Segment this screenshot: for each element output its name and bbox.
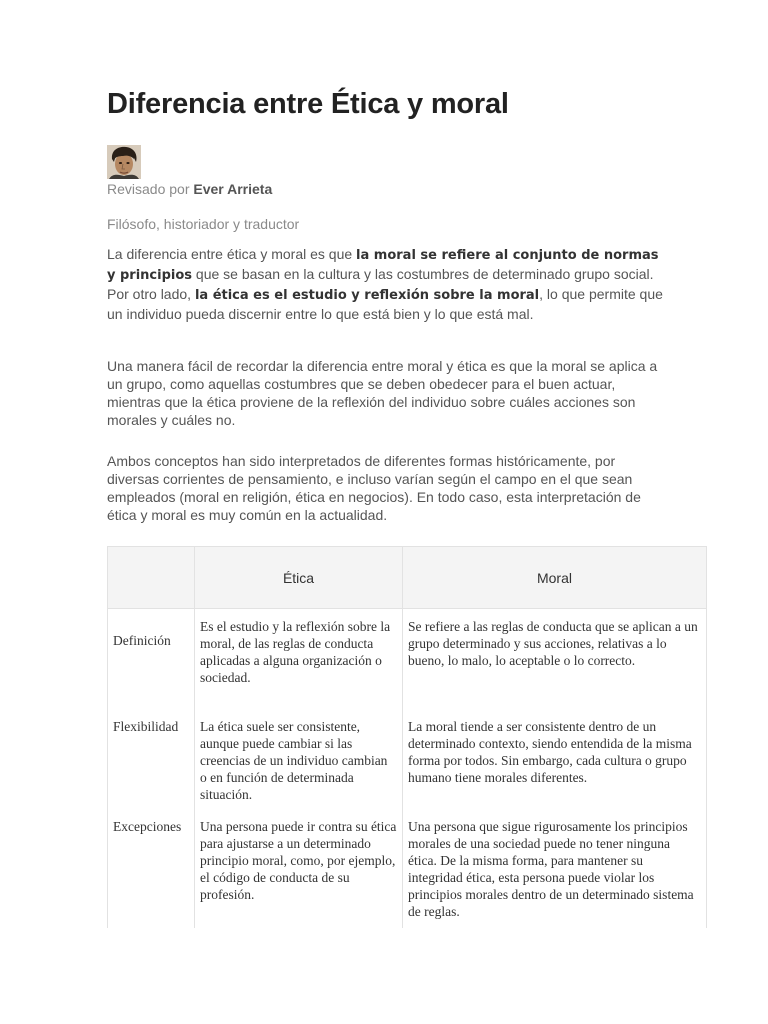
avatar[interactable]	[107, 145, 141, 179]
table-header-row	[108, 547, 707, 609]
cell-etica: La ética suele ser consistente, aunque puede cambiar si las creencias de un individuo cambian o en función de determinada situación.	[195, 710, 403, 810]
table-row	[108, 810, 707, 928]
row-label-flexibilidad: Flexibilidad	[108, 710, 195, 810]
p1-bold-moral: la moral se refiere al conjunto de normas y principios	[107, 248, 659, 283]
table-row	[108, 710, 707, 810]
cell-moral: Una persona que sigue rigurosamente los principios morales de una sociedad puede no tener ninguna ética. De la misma forma, para mantener su integridad ética, esta persona puede violar los principios morales dentro de un determinado sistema de reglas.	[403, 810, 707, 928]
header-moral: Moral	[403, 547, 707, 609]
p1-bold-etica: la ética es el estudio y reflexión sobre la moral	[194, 288, 540, 303]
header-etica: Ética	[195, 547, 403, 609]
page-title: Diferencia entre Ética y moral	[107, 88, 509, 120]
p1-text-a: La diferencia entre ética y moral es que	[107, 246, 357, 262]
reviewed-prefix: Revisado por	[107, 181, 194, 197]
table-row	[108, 609, 707, 711]
header-empty	[108, 547, 195, 609]
cell-moral: Se refiere a las reglas de conducta que se aplican a un grupo determinado y sus acciones, relativas a lo bueno, lo malo, lo aceptable o lo correcto.	[403, 609, 707, 711]
p1-text-c: que se basan en la cultura y las costumbres de determinado grupo social. Por otro lado,	[107, 266, 654, 302]
comparison-table	[107, 546, 707, 928]
row-label-excepciones: Excepciones	[108, 810, 195, 928]
reviewer-name[interactable]: Ever Arrieta	[193, 181, 273, 197]
row-label-definicion: Definición	[108, 609, 195, 711]
p1-text-e: , lo que permite que un individuo pueda discernir entre lo que está bien y lo que está mal.	[107, 286, 663, 322]
reviewer-photo	[107, 145, 141, 179]
paragraph-2: Una manera fácil de recordar la diferencia entre moral y ética es que la moral se aplica a un grupo, como aquellas costumbres que se deben obedecer para el buen actuar, mientras que la ética proviene de la reflexión del individuo sobre cuáles acciones son morales y cuáles no.	[107, 358, 658, 428]
reviewed-by	[107, 181, 272, 197]
cell-moral: La moral tiende a ser consistente dentro de un determinado contexto, siendo entendida de la misma forma por todos. Sin embargo, cada cultura o grupo humano tiene morales diferentes.	[403, 710, 707, 810]
reviewer-role: Filósofo, historiador y traductor	[107, 216, 300, 232]
cell-etica: Una persona puede ir contra su ética para ajustarse a un determinado principio moral, como, por ejemplo, el código de conducta de su profesión.	[195, 810, 403, 928]
paragraph-3: Ambos conceptos han sido interpretados de diferentes formas históricamente, por diversas corrientes de pensamiento, e incluso varían según el campo en el que sean empleados (moral en religión, ética en negocios). En todo caso, esta interpretación de ética y moral es muy común en la actualidad.	[107, 453, 641, 523]
cell-etica: Es el estudio y la reflexión sobre la moral, de las reglas de conducta aplicadas a alguna organización o sociedad.	[195, 609, 403, 711]
intro-paragraph	[107, 245, 667, 323]
